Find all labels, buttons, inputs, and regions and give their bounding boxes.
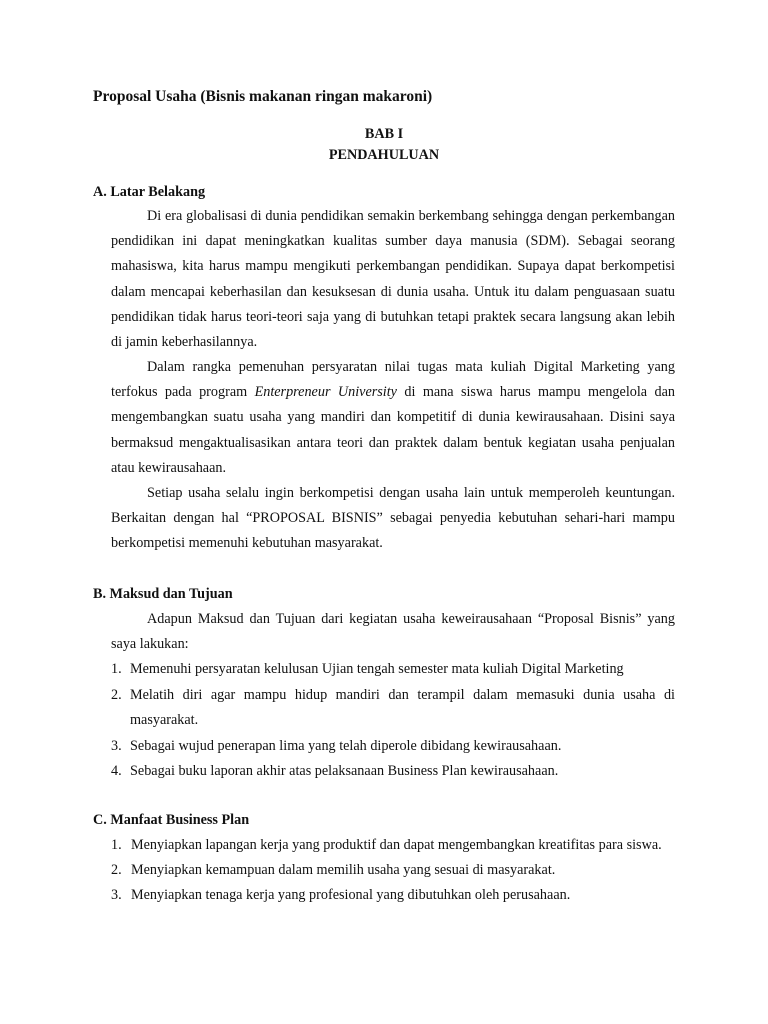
list-item	[111, 734, 675, 759]
paragraph-2-text-end: di mana siswa harus mampu mengelola dan mengembangkan suatu usaha yang mandiri dan kompetitif di dunia kewirausahaan. Disini saya bermaksud mengaktualisasikan antara teori dan praktek dalam bentuk kegiatan usaha penjualan atau kewirausahaan.	[111, 384, 675, 476]
list-item	[111, 759, 675, 784]
section-a-heading: A. Latar Belakang	[93, 184, 206, 200]
section-a-paragraph-2	[111, 355, 675, 481]
list-item-number: 1.	[111, 837, 122, 853]
section-b-list	[111, 657, 675, 785]
section-a-paragraph-3: Setiap usaha selalu ingin berkompetisi dengan usaha lain untuk memperoleh keuntungan. Berkaitan dengan hal “PROPOSAL BISNIS” sebagai penyedia kebutuhan sehari-hari mampu berkompetisi memenuhi kebutuhan masyarakat.	[111, 485, 675, 552]
section-c-heading: C. Manfaat Business Plan	[93, 812, 250, 828]
list-item	[111, 683, 675, 733]
chapter-name: PENDAHULUAN	[328, 147, 440, 163]
paragraph-2-text-start: Dalam rangka pemenuhan persyaratan nilai tugas mata kuliah Digital Marketing yang terfokus pada program	[111, 359, 675, 401]
list-item-text: Menyiapkan tenaga kerja yang profesional yang dibutuhkan oleh perusahaan.	[131, 887, 571, 904]
list-item-text: Sebagai wujud penerapan lima yang telah diperole dibidang kewirausahaan.	[130, 737, 562, 754]
section-b-heading: B. Maksud dan Tujuan	[93, 586, 233, 602]
list-item-number: 3.	[111, 887, 122, 904]
list-item-number: 2.	[111, 862, 122, 879]
list-item-text: Sebagai buku laporan akhir atas pelaksanaan Business Plan kewirausahaan.	[130, 763, 559, 780]
list-item	[111, 833, 675, 858]
list-item-text: Menyiapkan lapangan kerja yang produktif dan dapat mengembangkan kreatifitas para siswa.	[131, 837, 662, 853]
list-item-number: 4.	[111, 763, 122, 780]
list-item-text: Melatih diri agar mampu hidup mandiri dan terampil dalam memasuki dunia usaha di masyarakat.	[130, 686, 675, 728]
list-item-number: 2.	[111, 686, 122, 703]
document-title: Proposal Usaha (Bisnis makanan ringan makaroni)	[93, 88, 433, 105]
list-item-number: 1.	[111, 661, 122, 677]
list-item-text: Menyiapkan kemampuan dalam memilih usaha yang sesuai di masyarakat.	[131, 862, 556, 879]
list-item-number: 3.	[111, 737, 122, 754]
section-a-paragraph-1: Di era globalisasi di dunia pendidikan semakin berkembang sehingga dengan perkembangan pendidikan ini dapat meningkatkan kualitas sumber daya manusia (SDM). Sebagai seorang mahasiswa, kita harus mampu mengikuti perkembangan pendidikan. Supaya dapat berkompetisi dalam mencapai keberhasilan dan kesuksesan di dunia usaha. Untuk itu dalam penguasaan suatu pendidikan tidak harus teori-teori saja yang di butuhkan tetapi praktek secara langsung akan lebih di jamin keberhasilannya.	[111, 208, 675, 351]
section-b-intro: Adapun Maksud dan Tujuan dari kegiatan usaha keweirausahaan “Proposal Bisnis” yang saya lakukan:	[111, 611, 675, 653]
list-item-text: Memenuhi persyaratan kelulusan Ujian tengah semester mata kuliah Digital Marketing	[130, 661, 624, 677]
section-c-list	[111, 833, 675, 909]
list-item	[111, 883, 675, 908]
list-item	[111, 858, 675, 883]
list-item	[111, 657, 675, 682]
chapter-number: BAB I	[364, 126, 404, 142]
paragraph-2-italic-term: Enterpreneur University	[254, 384, 397, 401]
